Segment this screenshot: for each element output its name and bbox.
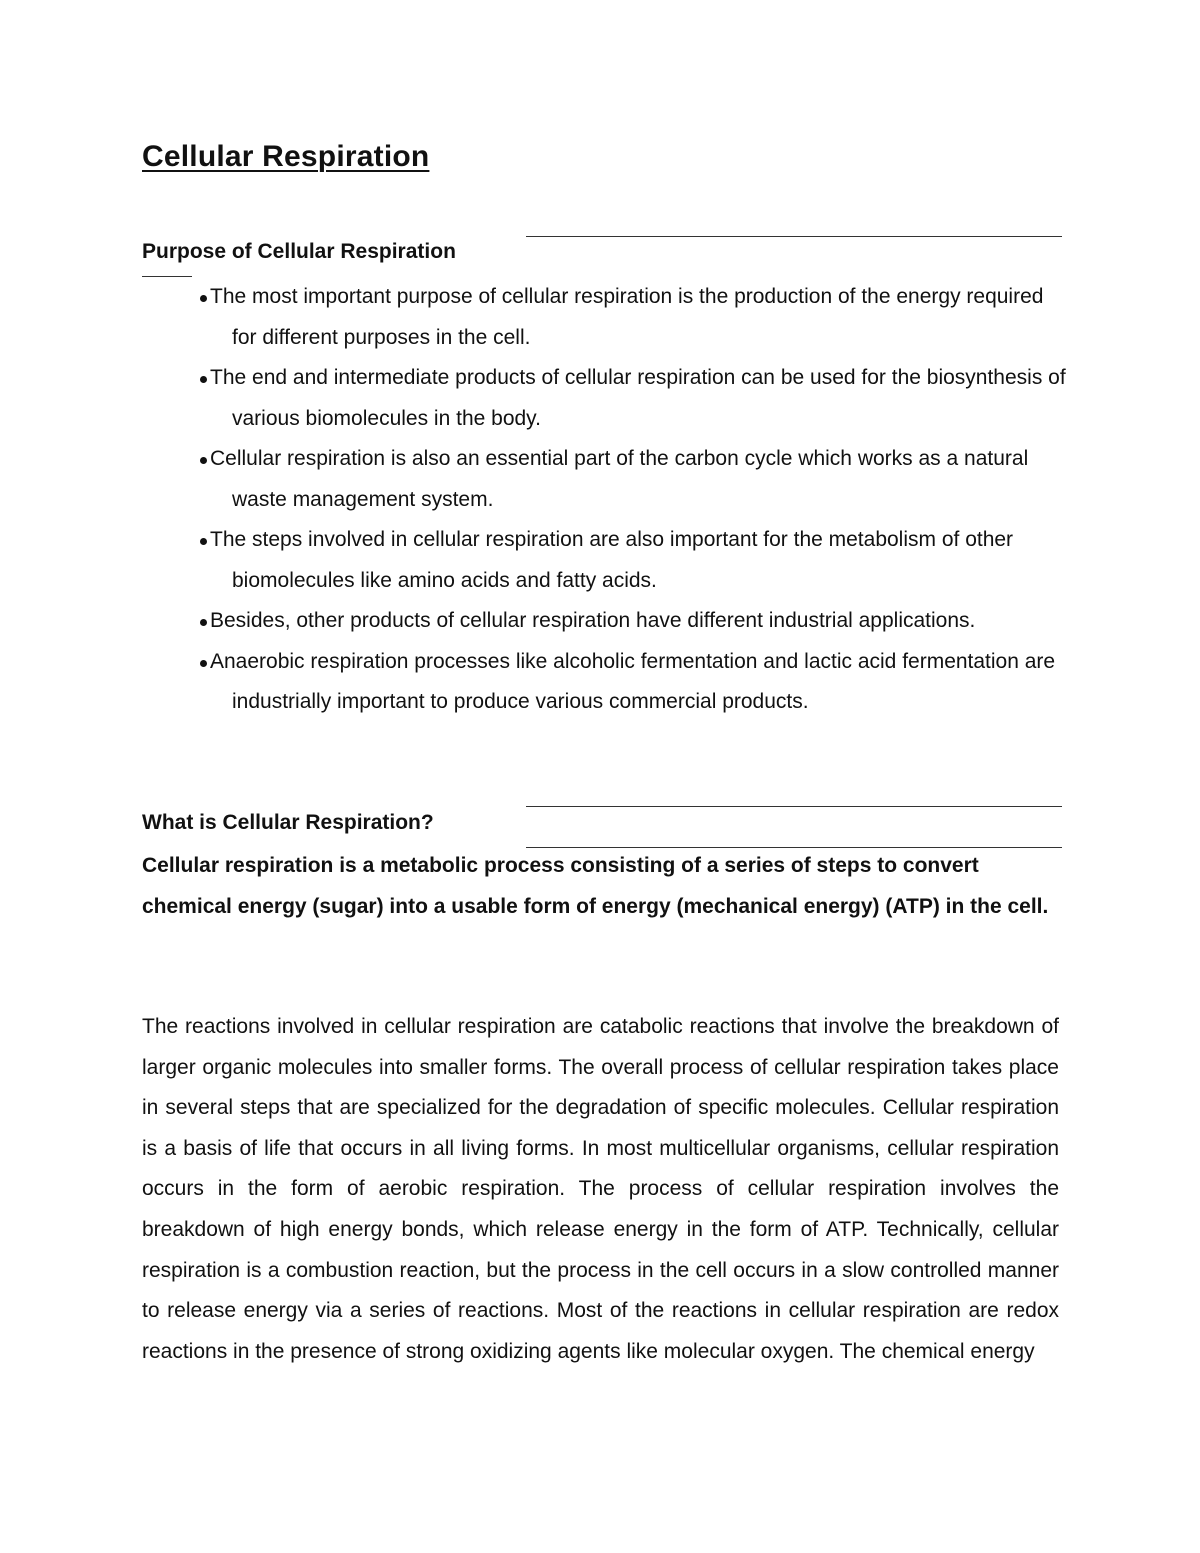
bullet-text: The most important purpose of cellular respiration is the production of the energy required for different purposes in the cell. [210,285,1044,349]
body-paragraph: The reactions involved in cellular respiration are catabolic reactions that involve the breakdown of larger organic molecules into smaller forms. The overall process of cellular respiration takes place in several steps that are specialized for the degradation of specific molecules. Cellular respiration is a basis of life that occurs in all living forms. In most multicellular organisms, cellular respiration occurs in the form of aerobic respiration. The process of cellular respiration involves the breakdown of high energy bonds, which release energy in the form of ATP. Technically, cellular respiration is a combustion reaction, but the process in the cell occurs in a slow controlled manner to release energy via a series of reactions. Most of the reactions in cellular respiration are redox reactions in the presence of strong oxidizing agents like molecular oxygen. The chemical energy [142,1015,1059,1363]
heading-rule-top [526,236,1062,237]
bullet-icon [200,660,207,667]
list-item [190,277,1070,358]
purpose-heading: Purpose of Cellular Respiration [142,240,456,263]
bullet-icon [200,538,207,545]
bullet-text: The steps involved in cellular respiration are also important for the metabolism of other biomolecules like amino acids and fatty acids. [210,528,1014,592]
list-item [190,358,1070,439]
heading-rule-top [526,806,1062,807]
definition-heading: What is Cellular Respiration? [142,811,434,834]
definition-text: Cellular respiration is a metabolic process consisting of a series of steps to convert chemical energy (sugar) into a usable form of energy (mechanical energy) (ATP) in the cell. [142,854,1049,918]
list-item [190,520,1070,601]
bullet-text: Cellular respiration is also an essential part of the carbon cycle which works as a natural waste management system. [210,447,1029,511]
bullet-icon [200,619,207,626]
bullet-text: Anaerobic respiration processes like alcoholic fermentation and lactic acid fermentation are industrially important to produce various commercial products. [210,649,1056,713]
bullet-text: Besides, other products of cellular respiration have different industrial applications. [210,609,976,632]
list-item [190,642,1070,723]
bullet-icon [200,295,207,302]
bullet-icon [200,376,207,383]
document-title: Cellular Respiration [142,140,430,173]
list-item [190,601,1070,642]
bullet-icon [200,457,207,464]
list-item [190,439,1070,520]
bullet-text: The end and intermediate products of cellular respiration can be used for the biosynthesis of various biomolecules in the body. [210,366,1066,430]
heading-rule-bottom [142,276,192,277]
purpose-bullet-list [190,277,1070,723]
